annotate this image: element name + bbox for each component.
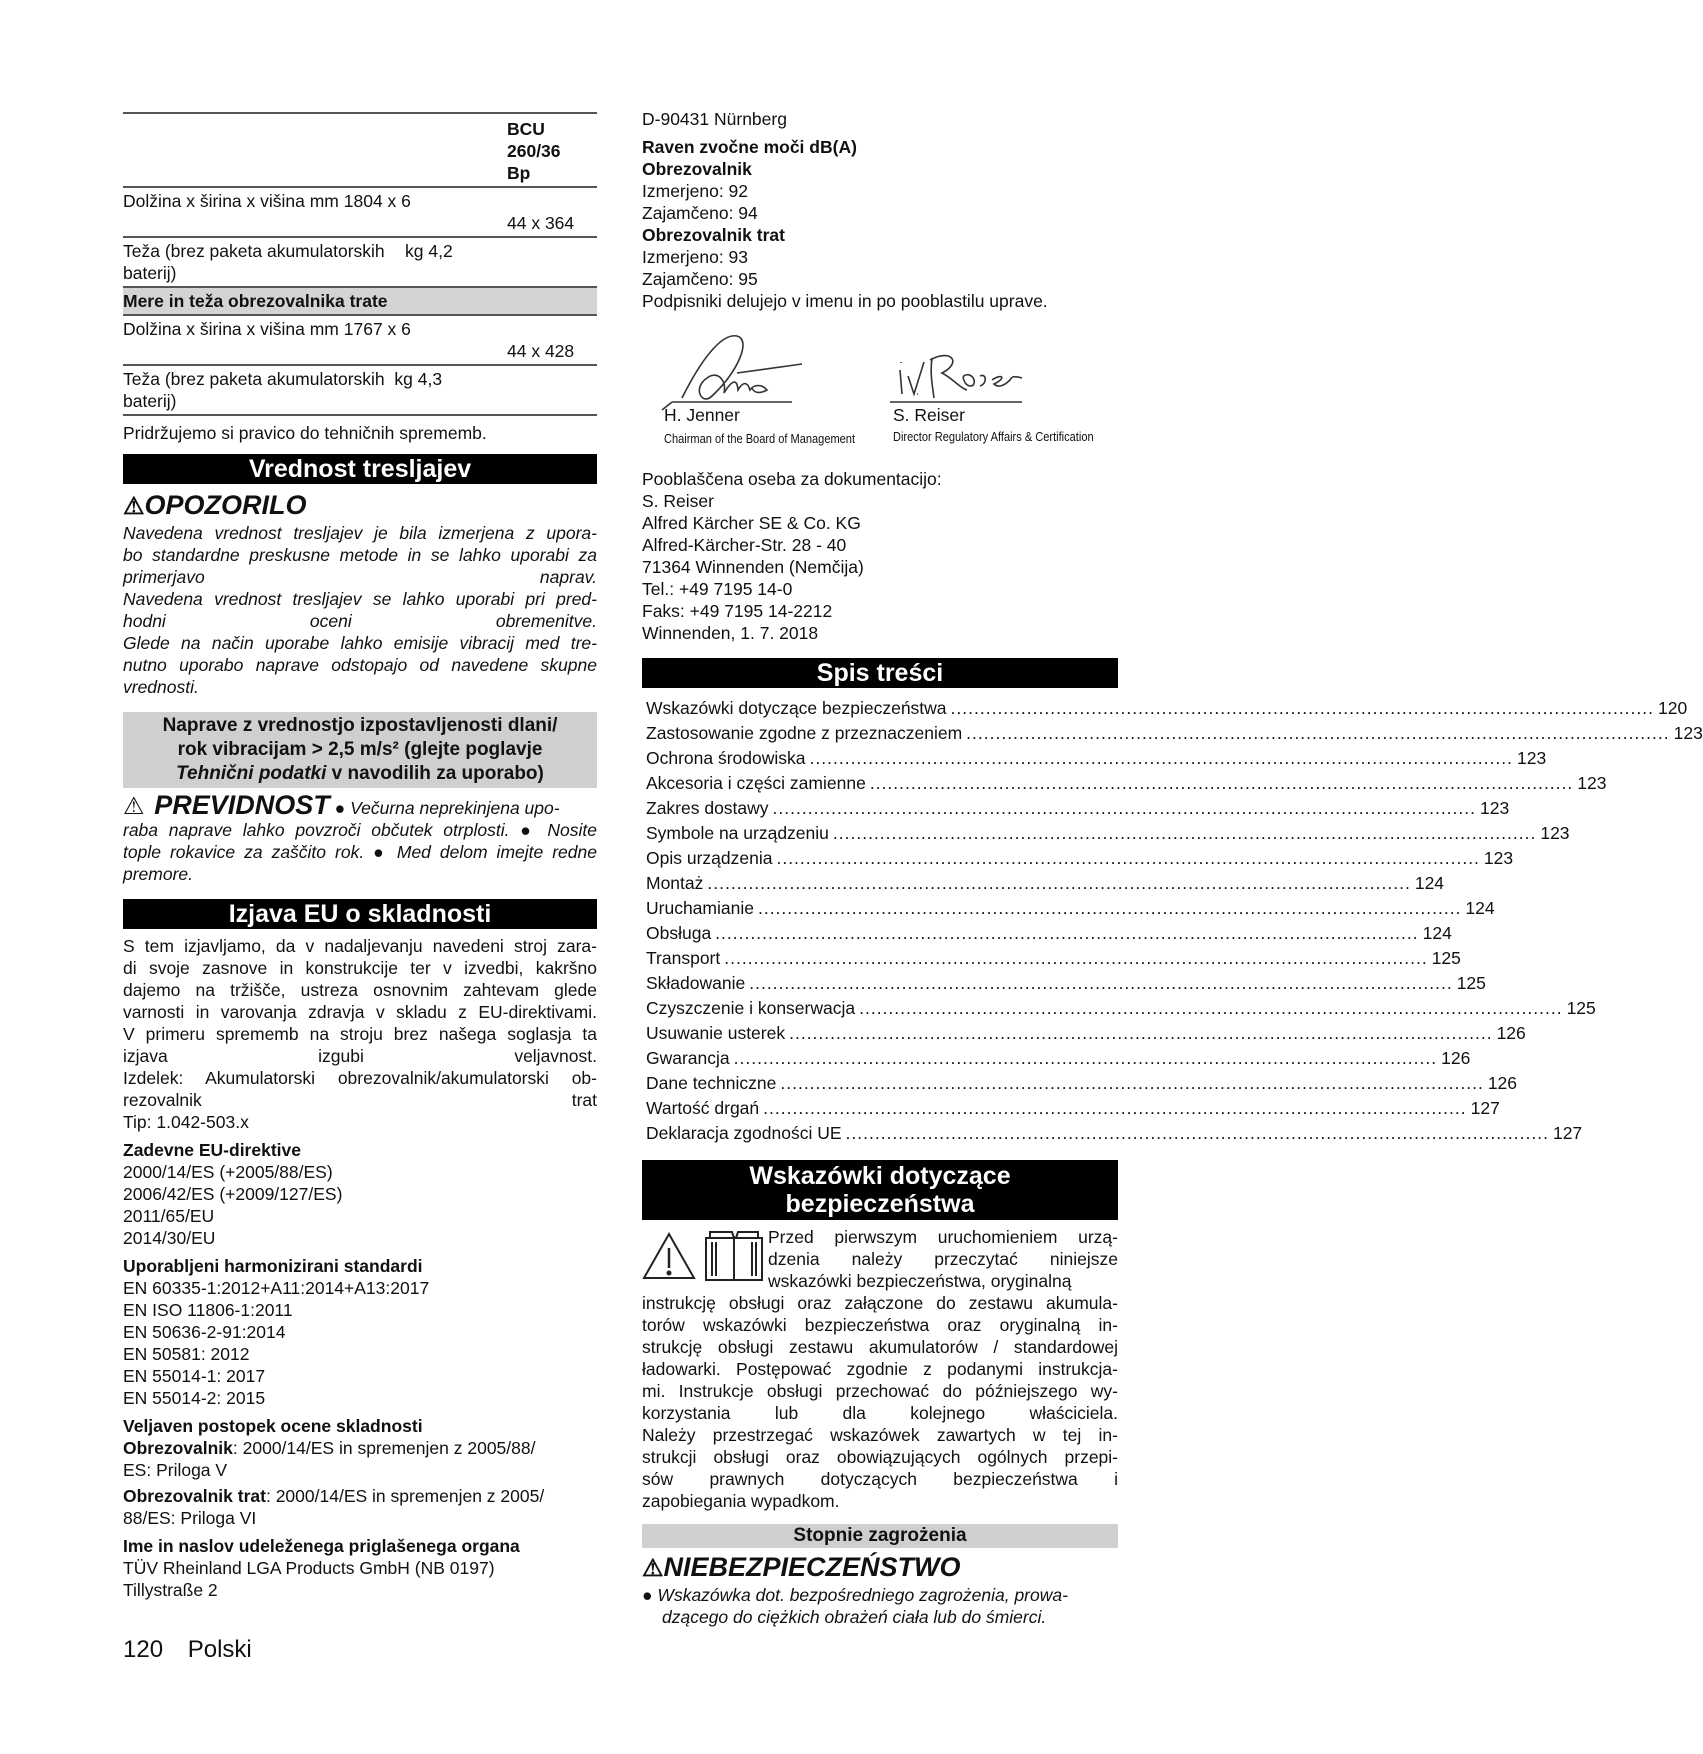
- text-line: EN 55014-1: 2017: [123, 1366, 266, 1386]
- vibration-exposure-box: Naprave z vrednostjo izpostavljenosti dlani/ rok vibracijam > 2,5 m/s² (glejte poglavje Tehnični podatki v navodilih za uporabo): [123, 712, 597, 788]
- toc-item[interactable]: [642, 996, 1596, 1021]
- text-line: zapobiegania wypadkom.: [642, 1491, 840, 1511]
- toc-item-label: Wartość drgań: [646, 1098, 760, 1118]
- warning-triangle-icon: [644, 1234, 694, 1278]
- toc-item[interactable]: [642, 746, 1547, 771]
- table-of-contents: [642, 696, 1703, 1146]
- read-manual-notice: [642, 1226, 1118, 1292]
- procedure-1: Obrezovalnik: 2000/14/ES in spremenjen z 2005/88/ ES: Priloga V: [123, 1438, 536, 1480]
- toc-item-page: 123: [1540, 823, 1570, 843]
- text-line: Należy przestrzegać wskazówek zawartych w tej in-: [642, 1425, 1118, 1445]
- signatures: [642, 318, 1118, 468]
- toc-item-label: Uruchamianie: [646, 898, 754, 918]
- model-header: BCU 260/36 Bp: [507, 113, 597, 187]
- signatories-note: Podpisniki delujejo v imenu in po pooblastilu uprave.: [642, 291, 1048, 311]
- toc-leader: ........................................................................................................................: [950, 698, 1654, 718]
- hazard-levels-heading: Stopnie zagrożenia: [642, 1524, 1118, 1548]
- text-line: Navedena vrednost tresljajev se lahko uporabi pri pred-: [123, 589, 597, 609]
- text-line: bo standardne preskusne metode in se lahko uporabi za: [123, 545, 597, 565]
- text-line: di svoje zasnove in konstrukcije ter v izvedbi, kakršno: [123, 958, 597, 978]
- toc-item-page: 127: [1470, 1098, 1500, 1118]
- footer-language: Polski: [187, 1636, 252, 1663]
- toc-item-page: 125: [1456, 973, 1486, 993]
- text-line: premore.: [123, 864, 194, 884]
- text-line: EN 60335-1:2012+A11:2014+A13:2017: [123, 1278, 430, 1298]
- toc-item-label: Składowanie: [646, 973, 746, 993]
- left-column: [123, 112, 597, 1601]
- text-line: sów prawnych dotyczących bezpieczeństwa i: [642, 1469, 1118, 1489]
- table-row: Teža (brez paketa akumulatorskih kg 4,3 baterij): [123, 365, 597, 415]
- directives-list: [123, 1161, 597, 1249]
- text-line: torów wskazówki bezpieczeństwa oraz oryginalną in-: [642, 1315, 1118, 1335]
- toc-item-label: Transport: [646, 948, 721, 968]
- caution-block: ⚠ PREVIDNOST ● Večurna neprekinjena upo- raba naprave lahko povzroči občutek otrplosti. ● Nosite tople rokavice za zaščito rok. ● Med delom imejte redne premore.: [123, 790, 597, 884]
- safety-text: [642, 1292, 1118, 1512]
- text-line: korzystania lub dla kolejnego właściciela.: [642, 1403, 1118, 1423]
- text-line: Tel.: +49 7195 14-0: [642, 579, 793, 599]
- danger-heading: ⚠NIEBEZPIECZEŃSTWO: [642, 1552, 961, 1582]
- documentation-contact: [642, 468, 1118, 644]
- toc-item-page: 127: [1552, 1123, 1583, 1143]
- section-heading-toc: Spis treści: [642, 658, 1118, 688]
- toc-leader: ........................................................................................................................: [776, 848, 1480, 868]
- notified-body-city: D-90431 Nürnberg: [642, 109, 787, 129]
- toc-item-page: 123: [1483, 848, 1514, 868]
- notified-body-address: [123, 1557, 597, 1601]
- toc-leader: ........................................................................................................................: [772, 798, 1476, 818]
- table-section-row: Mere in teža obrezovalnika trate: [123, 287, 597, 315]
- table-row: Dolžina x širina x višina mm 1804 x 6 44 x 364: [123, 187, 597, 237]
- text-line: Winnenden, 1. 7. 2018: [642, 623, 819, 643]
- section-heading-safety: Wskazówki dotyczące bezpieczeństwa: [642, 1160, 1118, 1220]
- warning-triangle-icon: ⚠: [123, 793, 145, 820]
- notified-body-title: Ime in naslov udeleženega priglašenega organa: [123, 1536, 520, 1556]
- weight-label: Teža (brez paketa akumulatorskih baterij): [123, 241, 385, 283]
- text-line: 2011/65/EU: [123, 1206, 215, 1226]
- warning-triangle-icon: ⚠: [123, 493, 145, 520]
- toc-item-label: Montaż: [646, 873, 704, 893]
- toc-item-page: 124: [1414, 873, 1445, 893]
- text-line: EN 55014-2: 2015: [123, 1388, 266, 1408]
- toc-item-page: 124: [1465, 898, 1495, 918]
- text-line: rezovalnik trat: [123, 1090, 597, 1110]
- spec-table: [123, 112, 597, 416]
- toc-item[interactable]: [642, 721, 1703, 746]
- procedure-title: Veljaven postopek ocene skladnosti: [123, 1416, 423, 1436]
- toc-leader: ........................................................................................................................: [707, 873, 1411, 893]
- toc-leader: ........................................................................................................................: [832, 823, 1537, 843]
- toc-item-page: 123: [1577, 773, 1607, 793]
- table-row: Dolžina x širina x višina mm 1767 x 6 44 x 428: [123, 315, 597, 365]
- toc-item-label: Obsługa: [646, 923, 712, 943]
- directives-title: Zadevne EU-direktive: [123, 1140, 301, 1160]
- text-line: Alfred-Kärcher-Str. 28 - 40: [642, 535, 847, 555]
- toc-leader: ........................................................................................................................: [809, 748, 1513, 768]
- toc-item[interactable]: [642, 1021, 1526, 1046]
- text-line: Pooblaščena oseba za dokumentacijo:: [642, 469, 942, 489]
- toc-leader: ........................................................................................................................: [845, 1123, 1549, 1143]
- spec-header-row: [123, 113, 597, 187]
- toc-leader: ........................................................................................................................: [757, 898, 1462, 918]
- toc-item-page: 125: [1431, 948, 1461, 968]
- text-line: Izdelek: Akumulatorski obrezovalnik/akumulatorski ob-: [123, 1068, 597, 1088]
- text-line: izjava izgubi veljavnost.: [123, 1046, 597, 1066]
- text-line: Alfred Kärcher SE & Co. KG: [642, 513, 861, 533]
- text-line: Tip: 1.042-503.x: [123, 1112, 249, 1132]
- toc-item-label: Czyszczenie i konserwacja: [646, 998, 856, 1018]
- text-line: strukcję obsługi zestawu akumulatorów / standardowej: [642, 1337, 1118, 1357]
- toc-leader: ........................................................................................................................: [869, 773, 1574, 793]
- toc-leader: ........................................................................................................................: [749, 973, 1453, 993]
- toc-item[interactable]: [642, 896, 1495, 921]
- toc-item[interactable]: [642, 946, 1461, 971]
- text-line: TÜV Rheinland LGA Products GmbH (NB 0197): [123, 1558, 495, 1578]
- toc-item[interactable]: [642, 871, 1445, 896]
- toc-item-label: Deklaracja zgodności UE: [646, 1123, 842, 1143]
- declaration-intro: [123, 935, 597, 1133]
- toc-item[interactable]: [642, 696, 1688, 721]
- manual-book-icon: [706, 1232, 762, 1280]
- text-line: Tillystraße 2: [123, 1580, 218, 1600]
- text-line: EN ISO 11806-1:2011: [123, 1300, 293, 1320]
- text-line: dajemo na tržišče, ustreza osnovnim zahtevam glede: [123, 980, 597, 1000]
- text-line: S tem izjavljamo, da v nadaljevanju navedeni stroj zara-: [123, 936, 597, 956]
- standards-list: [123, 1277, 597, 1409]
- text-line: mi. Instrukcje obsługi przechować do późniejszego wy-: [642, 1381, 1118, 1401]
- text-line: vrednosti.: [123, 677, 199, 697]
- toc-item[interactable]: [642, 1121, 1583, 1146]
- text-line: S. Reiser: [642, 491, 714, 511]
- warning-text: [123, 522, 597, 698]
- toc-leader: ........................................................................................................................: [724, 948, 1428, 968]
- danger-text: ● Wskazówka dot. bezpośredniego zagrożenia, prowa- dzącego do ciężkich obrażeń ciała lub do śmierci.: [642, 1585, 1068, 1627]
- toc-item[interactable]: [642, 821, 1570, 846]
- text-line: Glede na način uporabe lahko emisije vibracij med tre-: [123, 633, 597, 653]
- warning-heading: ⚠OPOZORILO: [123, 490, 307, 520]
- toc-item-label: Zastosowanie zgodne z przeznaczeniem: [646, 723, 963, 743]
- toc-item-page: 126: [1441, 1048, 1471, 1068]
- signature-images: [642, 318, 1118, 418]
- text-line: 2000/14/ES (+2005/88/ES): [123, 1162, 333, 1182]
- signature-reiser: [890, 356, 1022, 402]
- text-line: raba naprave lahko povzroči občutek otrplosti. ● Nosite: [123, 820, 597, 840]
- toc-item[interactable]: [642, 771, 1607, 796]
- text-line: V primeru sprememb na stroju brez našega soglasja ta: [123, 1024, 597, 1044]
- table-row: Teža (brez paketa akumulatorskih baterij) kg 4,2: [123, 237, 597, 287]
- text-line: strukcji obsługi oraz obowiązujących ogólnych przepi-: [642, 1447, 1118, 1467]
- toc-item-page: 126: [1496, 1023, 1526, 1043]
- page-number: 120: [123, 1636, 164, 1663]
- text-line: wskazówki bezpieczeństwa, oryginalną: [768, 1271, 1072, 1291]
- section-heading-declaration: Izjava EU o skladnosti: [123, 899, 597, 929]
- text-line: ładowarki. Postępować zgodnie z podanymi instrukcja-: [642, 1359, 1118, 1379]
- text-line: 71364 Winnenden (Nemčija): [642, 557, 864, 577]
- standards-title: Uporabljeni harmonizirani standardi: [123, 1256, 423, 1276]
- text-line: Przed pierwszym uruchomieniem urzą-: [768, 1227, 1118, 1247]
- toc-leader: ........................................................................................................................: [733, 1048, 1438, 1068]
- toc-item[interactable]: [642, 1046, 1471, 1071]
- toc-item-label: Ochrona środowiska: [646, 748, 806, 768]
- text-line: dzenia należy przeczytać niniejsze: [768, 1249, 1118, 1269]
- toc-item-label: Gwarancja: [646, 1048, 730, 1068]
- text-line: 2014/30/EU: [123, 1228, 216, 1248]
- text-line: Faks: +49 7195 14-2212: [642, 601, 833, 621]
- toc-item-label: Opis urządzenia: [646, 848, 773, 868]
- technical-changes-note: Pridržujemo si pravico do tehničnih sprememb.: [123, 423, 487, 443]
- signer-name: H. Jenner: [664, 405, 740, 425]
- text-line: EN 50636-2-91:2014: [123, 1322, 286, 1342]
- toc-leader: ........................................................................................................................: [763, 1098, 1467, 1118]
- signer-role: Director Regulatory Affairs & Certification: [893, 429, 1094, 444]
- section-heading-vibration: Vrednost tresljajev: [123, 454, 597, 484]
- toc-item[interactable]: [642, 796, 1510, 821]
- toc-leader: ........................................................................................................................: [715, 923, 1419, 943]
- page-footer: [123, 1636, 252, 1664]
- toc-item-label: Usuwanie usterek: [646, 1023, 786, 1043]
- toc-item-label: Akcesoria i części zamienne: [646, 773, 866, 793]
- toc-item-page: 125: [1566, 998, 1596, 1018]
- text-line: primerjavo naprav.: [123, 567, 597, 587]
- text-line: instrukcję obsługi oraz załączone do zestawu akumula-: [642, 1293, 1118, 1313]
- text-line: hodni oceni obremenitve.: [123, 611, 597, 631]
- toc-item[interactable]: [642, 1071, 1518, 1096]
- toc-item-page: 123: [1516, 748, 1547, 768]
- text-line: tople rokavice za zaščito rok. ● Med delom imejte redne: [123, 842, 597, 862]
- toc-item-label: Wskazówki dotyczące bezpieczeństwa: [646, 698, 947, 718]
- toc-item-label: Dane techniczne: [646, 1073, 777, 1093]
- warning-triangle-icon: ⚠: [642, 1555, 664, 1582]
- text-line: varnosti in varovanja zdravja v skladu z EU-direktivami.: [123, 1002, 597, 1022]
- toc-item-page: 126: [1487, 1073, 1518, 1093]
- text-line: nutno uporabo naprave odstopajo od navedene skupne: [123, 655, 597, 675]
- toc-item-page: 123: [1480, 798, 1510, 818]
- toc-item[interactable]: [642, 921, 1452, 946]
- sound-title: Raven zvočne moči dB(A): [642, 137, 857, 157]
- signer-name: S. Reiser: [893, 405, 965, 425]
- text-line: EN 50581: 2012: [123, 1344, 250, 1364]
- toc-item-label: Zakres dostawy: [646, 798, 769, 818]
- signature-jenner: [662, 336, 802, 410]
- toc-item-label: Symbole na urządzeniu: [646, 823, 829, 843]
- procedure-2: Obrezovalnik trat: 2000/14/ES in spremenjen z 2005/ 88/ES: Priloga VI: [123, 1486, 545, 1528]
- toc-item-page: 124: [1422, 923, 1452, 943]
- toc-item[interactable]: [642, 846, 1514, 871]
- toc-leader: ........................................................................................................................: [859, 998, 1563, 1018]
- text-line: Navedena vrednost tresljajev je bila izmerjena z upora-: [123, 523, 597, 543]
- toc-leader: ........................................................................................................................: [789, 1023, 1493, 1043]
- text-line: 2006/42/ES (+2009/127/ES): [123, 1184, 343, 1204]
- safety-icons: [642, 1226, 766, 1286]
- signer-role: Chairman of the Board of Management: [664, 431, 856, 446]
- right-column: D-90431 Nürnberg Raven zvočne moči dB(A) Obrezovalnik Izmerjeno: 92 Zajamčeno: 94 Obrezovalnik trat Izmerjeno: 93 Zajamčeno: 95 Podpisniki delujejo v imenu in po pooblastilu uprave. H. Jenner Chairman of the Board of Management S. Reiser Director Regulatory Affairs & Certification Pooblaščena oseba za dokumentacijo: S. Reiser Alfred Kärcher SE & Co. KG Alfred-Kärcher-Str. 28 - 40 71364 Winnenden (Nemčija) Tel.: +49 7195 14-0 Faks: +49 7195 14-2212 Winnenden, 1. 7. 2018 Spis treści Wskazówki dotyczące bezpieczeństwa ........................................................................................................................ 120 Zastosowanie zgodne z przeznaczeniem ........................................................................................................................ 123 Ochrona środowiska ........................................................................................................................ 123 Akcesoria i części zamienne ........................................................................................................................ 123 Zakres dostawy ........................................................................................................................ 123 Symbole na urządzeniu ........................................................................................................................ 123 Opis urządzenia ........................................................................................................................ 123 Montaż ........................................................................................................................ 124 Uruchamianie ........................................................................................................................ 124 Obsługa ........................................................................................................................ 124 Transport ........................................................................................................................ 125 Składowanie ........................................................................................................................ 125 Czyszczenie i konserwacja ........................................................................................................................ 125 Usuwanie usterek ........................................................................................................................ 126 Gwarancja ........................................................................................................................ 126 Dane techniczne ........................................................................................................................ 126 Wartość drgań ........................................................................................................................ 127 Deklaracja zgodności UE ........................................................................................................................ 127 Wskazówki dotyczące bezpieczeństwa Przed pierwszym uruchomieniem urzą- dzenia należy przeczytać niniejsze wskazówki bezpieczeństwa, oryginalną instrukcję obsługi oraz załączone do zestawu akumula- torów wskazówki bezpieczeństwa oraz oryginalną in- strukcję obsługi zestawu akumulatorów / standardowej ładowarki. Postępować zgodnie z podanymi instrukcja- mi. Instrukcje obsługi przechować do późniejszego wy- korzystania lub dla kolejnego właściciela. Należy przestrzegać wskazówek zawartych w tej in- strukcji obsługi oraz obowiązujących ogólnych przepi- sów prawnych dotyczących bezpieczeństwa i zapobiegania wypadkom. Stopnie zagrożenia ⚠NIEBEZPIECZEŃSTWO ● Wskazówka dot. bezpośredniego zagrożenia, prowa- dzącego do ciężkich obrażeń ciała lub do śmierci.: [642, 109, 1703, 1627]
- toc-item-page: 123: [1673, 723, 1703, 743]
- toc-item-page: 120: [1658, 698, 1688, 718]
- toc-item[interactable]: [642, 971, 1486, 996]
- toc-item[interactable]: [642, 1096, 1500, 1121]
- toc-leader: ........................................................................................................................: [780, 1073, 1484, 1093]
- toc-leader: ........................................................................................................................: [966, 723, 1670, 743]
